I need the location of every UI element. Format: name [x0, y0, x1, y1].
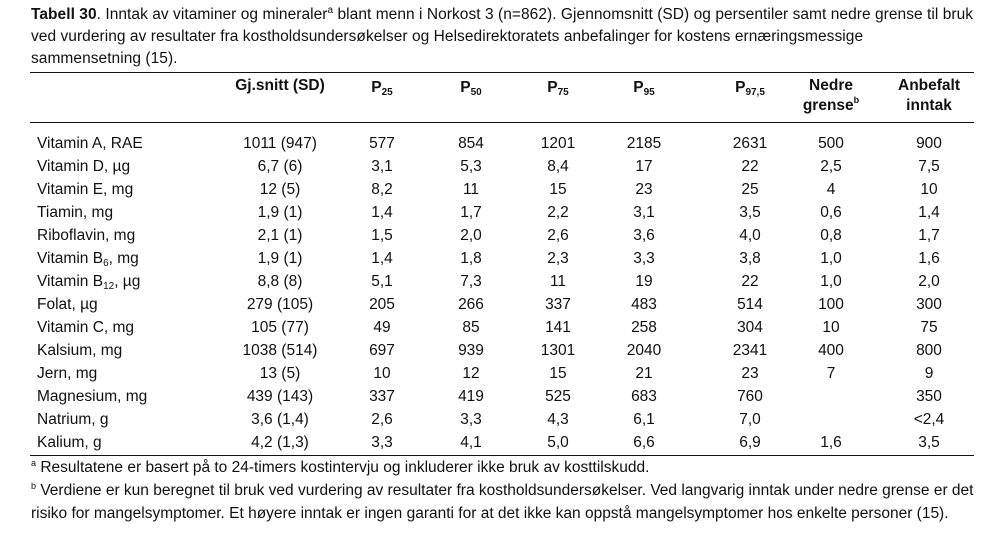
cell-mean: 1011 (947) — [243, 135, 317, 152]
row-nutrient-name: Tiamin, mg — [37, 204, 114, 221]
cell-p75: 1301 — [540, 342, 576, 359]
cell-p75: 141 — [545, 319, 571, 336]
cell-lower: 100 — [818, 296, 844, 313]
header-rec-line1: Anbefalt — [898, 77, 960, 94]
cell-mean: 1,9 (1) — [257, 204, 303, 221]
table-header-rule — [30, 122, 974, 123]
cell-p75: 1201 — [540, 135, 576, 152]
header-lower-line1: Nedre — [809, 77, 853, 94]
cell-rec: 3,5 — [918, 434, 940, 451]
table-row — [0, 362, 1000, 385]
cell-mean: 1038 (514) — [242, 342, 318, 359]
cell-rec: 9 — [924, 365, 934, 382]
header-p75-sub: 75 — [557, 87, 569, 98]
cell-p25: 1,4 — [371, 250, 393, 267]
cell-p75: 11 — [549, 273, 567, 290]
cell-mean: 279 (105) — [246, 296, 314, 313]
cell-p75: 15 — [549, 181, 567, 198]
cell-p50: 12 — [462, 365, 480, 382]
header-p75-base: P — [547, 79, 558, 96]
row-nutrient-name: Vitamin C, mg — [37, 319, 135, 336]
header-recommended — [884, 76, 974, 116]
cell-p95: 683 — [631, 388, 657, 405]
table-row — [0, 247, 1000, 270]
cell-p95: 2185 — [626, 135, 662, 152]
cell-p75: 2,6 — [547, 227, 569, 244]
cell-p95: 3,6 — [633, 227, 655, 244]
cell-p95: 258 — [631, 319, 657, 336]
cell-p975: 3,8 — [739, 250, 761, 267]
table-row — [0, 224, 1000, 247]
table-caption — [31, 4, 976, 70]
cell-rec: 1,4 — [918, 204, 940, 221]
table-row — [0, 132, 1000, 155]
cell-p50: 419 — [458, 388, 484, 405]
row-nutrient-name — [37, 270, 140, 293]
cell-p50: 939 — [458, 342, 484, 359]
cell-p50: 2,0 — [460, 227, 482, 244]
cell-rec: 10 — [920, 181, 938, 198]
cell-p25: 205 — [369, 296, 395, 313]
cell-p95: 6,6 — [633, 434, 655, 451]
nutrient-name-subscript: 6 — [103, 258, 109, 269]
row-nutrient-name: Vitamin D, µg — [37, 158, 131, 175]
cell-p25: 337 — [369, 388, 395, 405]
cell-p75: 8,4 — [547, 158, 569, 175]
cell-p95: 3,1 — [633, 204, 655, 221]
header-lower-footnote-marker: b — [853, 95, 860, 105]
cell-p25: 1,5 — [371, 227, 393, 244]
cell-p50: 11 — [462, 181, 480, 198]
header-p50 — [438, 78, 504, 98]
cell-p25: 2,6 — [371, 411, 393, 428]
cell-rec: 300 — [916, 296, 942, 313]
cell-rec: 1,6 — [918, 250, 940, 267]
cell-p75: 15 — [549, 365, 567, 382]
table-row — [0, 385, 1000, 408]
nutrient-name-base: Vitamin B — [37, 273, 104, 290]
cell-rec: 900 — [916, 135, 942, 152]
cell-lower: 4 — [826, 181, 836, 198]
cell-p95: 17 — [635, 158, 653, 175]
cell-p95: 483 — [631, 296, 657, 313]
header-p50-base: P — [460, 79, 471, 96]
row-nutrient-name: Vitamin E, mg — [37, 181, 134, 198]
cell-p25: 49 — [373, 319, 391, 336]
cell-rec: 2,0 — [918, 273, 940, 290]
cell-lower: 1,6 — [820, 434, 842, 451]
cell-mean: 1,9 (1) — [257, 250, 303, 267]
cell-lower: 0,8 — [820, 227, 842, 244]
row-nutrient-name: Magnesium, mg — [37, 388, 148, 405]
cell-p50: 85 — [462, 319, 480, 336]
cell-rec: 7,5 — [918, 158, 940, 175]
table-row — [0, 178, 1000, 201]
cell-lower: 7 — [826, 365, 836, 382]
cell-mean: 105 (77) — [251, 319, 309, 336]
cell-mean: 439 (143) — [246, 388, 314, 405]
cell-p975: 22 — [741, 273, 759, 290]
cell-p975: 22 — [741, 158, 759, 175]
cell-rec: 1,7 — [918, 227, 940, 244]
cell-p75: 2,3 — [547, 250, 569, 267]
cell-p75: 4,3 — [547, 411, 569, 428]
table-row — [0, 316, 1000, 339]
cell-p50: 7,3 — [460, 273, 482, 290]
row-nutrient-name: Kalsium, mg — [37, 342, 123, 359]
header-lower-line2: grense — [802, 97, 854, 114]
row-nutrient-name: Kalium, g — [37, 434, 102, 451]
nutrient-name-unit: , µg — [114, 273, 141, 290]
cell-p50: 5,3 — [460, 158, 482, 175]
cell-p25: 697 — [369, 342, 395, 359]
row-nutrient-name: Natrium, g — [37, 411, 109, 428]
cell-p25: 3,1 — [371, 158, 393, 175]
footnote-b-text: Verdiene er kun beregnet til bruk ved vurdering av resultater fra kostholdsundersøkelser. Ved langvarig inntak under nedre grense er det risiko for mangelsymptomer. Et høyere inntak er ingen garanti for at det ikke kan oppstå mangelsymptomer hos enkelte personer (15). — [31, 482, 974, 522]
header-p975-sub: 97,5 — [745, 87, 765, 98]
cell-mean: 3,6 (1,4) — [251, 411, 309, 428]
cell-lower: 500 — [818, 135, 844, 152]
cell-p25: 8,2 — [371, 181, 393, 198]
nutrient-name-base: Vitamin B — [37, 250, 104, 267]
cell-p975: 7,0 — [739, 411, 761, 428]
cell-p975: 760 — [737, 388, 763, 405]
cell-p95: 3,3 — [633, 250, 655, 267]
cell-p975: 23 — [741, 365, 759, 382]
table-row — [0, 155, 1000, 178]
cell-p75: 2,2 — [547, 204, 569, 221]
table-header — [0, 76, 1000, 118]
footnote-b — [31, 479, 976, 525]
header-p75 — [524, 78, 592, 98]
header-p25-base: P — [371, 79, 382, 96]
cell-rec: 800 — [916, 342, 942, 359]
cell-mean: 12 (5) — [259, 181, 301, 198]
table-row — [0, 339, 1000, 362]
caption-text-part1: . Inntak av vitaminer og mineraler — [96, 6, 328, 23]
cell-p975: 514 — [737, 296, 763, 313]
caption-footnote-marker: a — [327, 5, 334, 16]
cell-rec: 75 — [920, 319, 938, 336]
cell-p975: 6,9 — [739, 434, 761, 451]
footnote-a-marker: a — [31, 458, 37, 468]
cell-p25: 5,1 — [371, 273, 393, 290]
caption-text-part2: blant menn i Norkost 3 (n=862). Gjennomsnitt (SD) og persentiler samt nedre grense til bruk ved vurdering av resultater fra kostholdsundersøkelser og Helsedirektoratets anbefalinger for kostens ernæringsmessige sammensetning (15). — [31, 6, 974, 67]
cell-p95: 19 — [635, 273, 653, 290]
table-row — [0, 431, 1000, 454]
footnote-b-marker: b — [31, 481, 37, 491]
cell-p25: 10 — [373, 365, 391, 382]
header-lower-line2-wrap — [797, 96, 865, 116]
cell-p50: 1,8 — [460, 250, 482, 267]
table-row — [0, 408, 1000, 431]
header-p95 — [610, 78, 678, 98]
table-row — [0, 201, 1000, 224]
table-row — [0, 270, 1000, 293]
footnote-a-text: Resultatene er basert på to 24-timers kostintervju og inkluderer ikke bruk av kosttilskudd. — [36, 459, 650, 476]
cell-mean: 6,7 (6) — [257, 158, 303, 175]
row-nutrient-name: Jern, mg — [37, 365, 98, 382]
cell-lower: 0,6 — [820, 204, 842, 221]
nutrient-name-unit: , mg — [108, 250, 139, 267]
cell-p75: 525 — [545, 388, 571, 405]
header-p975 — [716, 78, 784, 98]
table-row — [0, 293, 1000, 316]
cell-p975: 304 — [737, 319, 763, 336]
row-nutrient-name: Vitamin A, RAE — [37, 135, 143, 152]
header-p50-sub: 50 — [470, 87, 482, 98]
cell-p25: 577 — [369, 135, 395, 152]
cell-mean: 13 (5) — [259, 365, 301, 382]
header-rec-line2: inntak — [906, 97, 952, 114]
cell-p50: 266 — [458, 296, 484, 313]
cell-p95: 23 — [635, 181, 653, 198]
cell-p975: 25 — [741, 181, 759, 198]
cell-lower: 1,0 — [820, 250, 842, 267]
header-lower-limit — [797, 76, 865, 116]
row-nutrient-name — [37, 247, 139, 270]
cell-p975: 2341 — [732, 342, 768, 359]
cell-lower: 10 — [822, 319, 840, 336]
cell-p50: 4,1 — [460, 434, 482, 451]
cell-rec: <2,4 — [913, 411, 945, 428]
cell-p25: 3,3 — [371, 434, 393, 451]
cell-lower: 2,5 — [820, 158, 842, 175]
header-p25-sub: 25 — [381, 87, 393, 98]
cell-lower: 1,0 — [820, 273, 842, 290]
cell-mean: 4,2 (1,3) — [251, 434, 309, 451]
header-mean: Gj.snitt (SD) — [235, 77, 325, 94]
cell-p50: 854 — [458, 135, 484, 152]
header-p95-sub: 95 — [643, 87, 655, 98]
cell-p975: 3,5 — [739, 204, 761, 221]
row-nutrient-name: Folat, µg — [37, 296, 98, 313]
cell-p50: 3,3 — [460, 411, 482, 428]
cell-p95: 2040 — [626, 342, 662, 359]
cell-lower: 400 — [818, 342, 844, 359]
table-top-rule — [30, 72, 974, 73]
cell-p50: 1,7 — [460, 204, 482, 221]
cell-p975: 4,0 — [739, 227, 761, 244]
header-p95-base: P — [633, 79, 644, 96]
row-nutrient-name: Riboflavin, mg — [37, 227, 136, 244]
cell-p95: 6,1 — [633, 411, 655, 428]
cell-p75: 5,0 — [547, 434, 569, 451]
cell-rec: 350 — [916, 388, 942, 405]
cell-p975: 2631 — [732, 135, 768, 152]
cell-mean: 2,1 (1) — [257, 227, 303, 244]
nutrient-name-subscript: 12 — [103, 281, 115, 292]
cell-p95: 21 — [635, 365, 653, 382]
cell-p75: 337 — [545, 296, 571, 313]
footnote-a — [31, 456, 976, 479]
header-p975-base: P — [735, 79, 746, 96]
header-p25 — [349, 78, 415, 98]
cell-mean: 8,8 (8) — [257, 273, 303, 290]
cell-p25: 1,4 — [371, 204, 393, 221]
caption-label: Tabell 30 — [31, 6, 97, 23]
